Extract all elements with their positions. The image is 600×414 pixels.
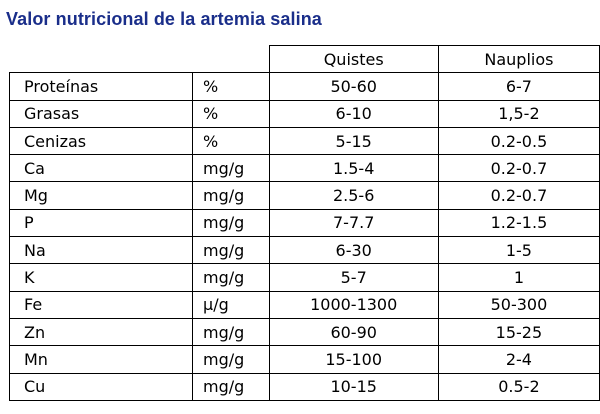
table-row bbox=[10, 291, 600, 318]
table-row bbox=[10, 100, 600, 127]
nutrient-name-cell: Fe bbox=[10, 291, 193, 318]
unit-cell: % bbox=[193, 73, 269, 100]
nauplios-value-cell: 0.2-0.7 bbox=[438, 182, 599, 209]
unit-cell: mg/g bbox=[193, 264, 269, 291]
nauplios-value-cell: 50-300 bbox=[438, 291, 599, 318]
unit-cell: mg/g bbox=[193, 346, 269, 373]
nutrition-table bbox=[9, 45, 600, 401]
nauplios-value-cell: 0.2-0.7 bbox=[438, 155, 599, 182]
unit-cell: % bbox=[193, 127, 269, 154]
nutrient-name-cell: Cu bbox=[10, 373, 193, 400]
unit-cell: mg/g bbox=[193, 237, 269, 264]
unit-cell: µ/g bbox=[193, 291, 269, 318]
quistes-value-cell: 5-7 bbox=[269, 264, 438, 291]
quistes-value-cell: 60-90 bbox=[269, 318, 438, 345]
quistes-value-cell: 7-7.7 bbox=[269, 209, 438, 236]
table-row bbox=[10, 373, 600, 400]
page-title: Valor nutricional de la artemia salina bbox=[6, 9, 322, 29]
table-header-row bbox=[10, 46, 600, 73]
nutrient-name-cell: Mg bbox=[10, 182, 193, 209]
table-row bbox=[10, 182, 600, 209]
unit-cell: mg/g bbox=[193, 155, 269, 182]
nauplios-value-cell: 1-5 bbox=[438, 237, 599, 264]
unit-cell: mg/g bbox=[193, 209, 269, 236]
quistes-value-cell: 5-15 bbox=[269, 127, 438, 154]
nutrient-name-cell: Grasas bbox=[10, 100, 193, 127]
quistes-value-cell: 6-30 bbox=[269, 237, 438, 264]
nauplios-value-cell: 15-25 bbox=[438, 318, 599, 345]
nauplios-value-cell: 0.5-2 bbox=[438, 373, 599, 400]
nauplios-value-cell: 2-4 bbox=[438, 346, 599, 373]
column-header-nauplios: Nauplios bbox=[438, 46, 599, 73]
table-row bbox=[10, 237, 600, 264]
quistes-value-cell: 50-60 bbox=[269, 73, 438, 100]
unit-cell: mg/g bbox=[193, 182, 269, 209]
nauplios-value-cell: 1.2-1.5 bbox=[438, 209, 599, 236]
quistes-value-cell: 1000-1300 bbox=[269, 291, 438, 318]
table-row bbox=[10, 346, 600, 373]
nauplios-value-cell: 6-7 bbox=[438, 73, 599, 100]
quistes-value-cell: 10-15 bbox=[269, 373, 438, 400]
column-header-quistes: Quistes bbox=[269, 46, 438, 73]
table-row bbox=[10, 127, 600, 154]
header-blank-cell bbox=[10, 46, 193, 73]
nutrient-name-cell: Zn bbox=[10, 318, 193, 345]
nauplios-value-cell: 1 bbox=[438, 264, 599, 291]
quistes-value-cell: 2.5-6 bbox=[269, 182, 438, 209]
table-row bbox=[10, 209, 600, 236]
table-body bbox=[10, 73, 600, 401]
nauplios-value-cell: 1,5-2 bbox=[438, 100, 599, 127]
unit-cell: mg/g bbox=[193, 373, 269, 400]
nutrient-name-cell: P bbox=[10, 209, 193, 236]
header-blank-cell bbox=[193, 46, 269, 73]
nutrient-name-cell: Ca bbox=[10, 155, 193, 182]
unit-cell: % bbox=[193, 100, 269, 127]
nutrient-name-cell: Mn bbox=[10, 346, 193, 373]
table-row bbox=[10, 264, 600, 291]
table-row bbox=[10, 155, 600, 182]
quistes-value-cell: 1.5-4 bbox=[269, 155, 438, 182]
nutrient-name-cell: K bbox=[10, 264, 193, 291]
table-row bbox=[10, 73, 600, 100]
table-row bbox=[10, 318, 600, 345]
nauplios-value-cell: 0.2-0.5 bbox=[438, 127, 599, 154]
nutrient-name-cell: Proteínas bbox=[10, 73, 193, 100]
unit-cell: mg/g bbox=[193, 318, 269, 345]
nutrient-name-cell: Na bbox=[10, 237, 193, 264]
nutrient-name-cell: Cenizas bbox=[10, 127, 193, 154]
quistes-value-cell: 6-10 bbox=[269, 100, 438, 127]
quistes-value-cell: 15-100 bbox=[269, 346, 438, 373]
